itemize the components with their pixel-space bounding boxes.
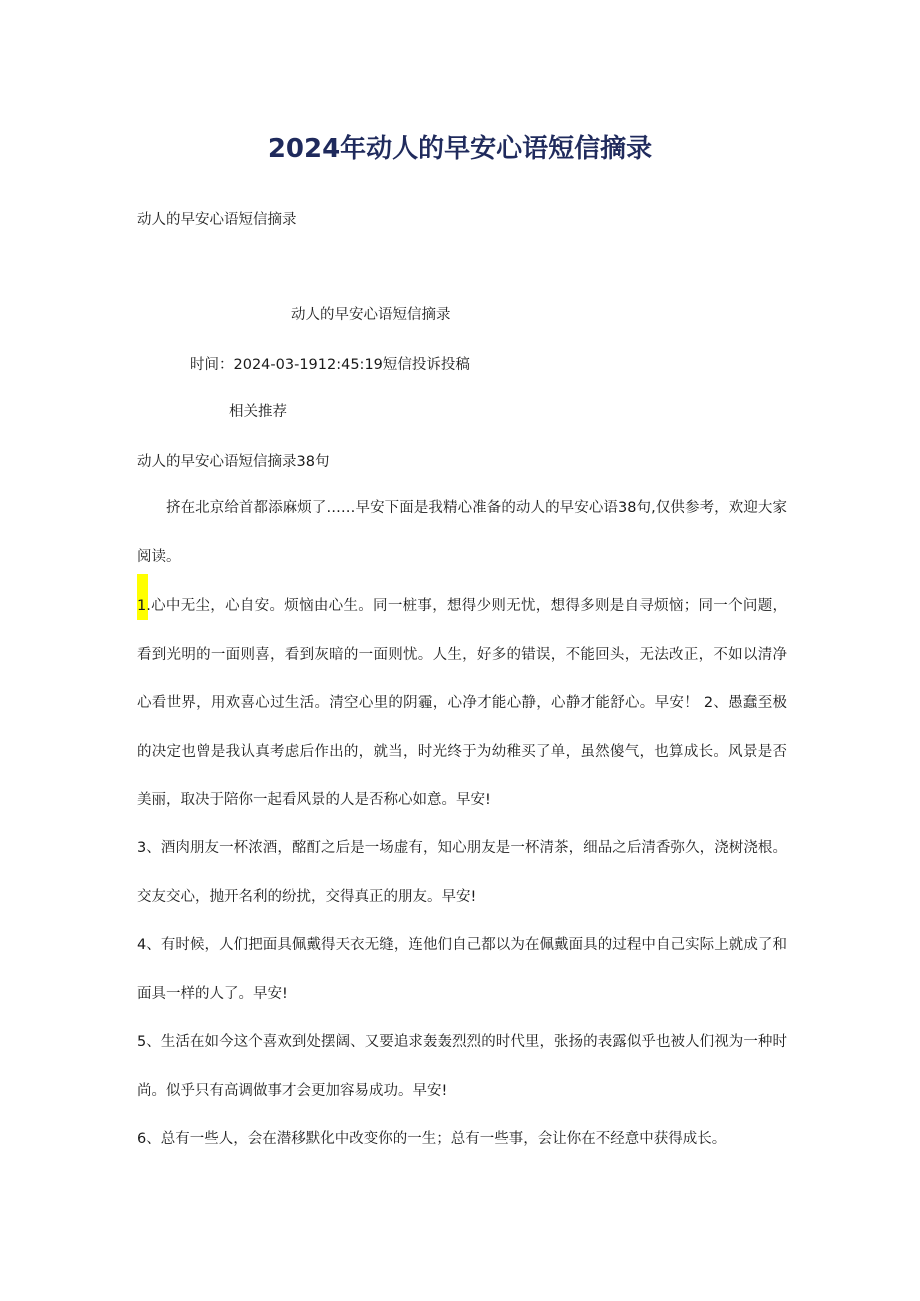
list-item-5: 5、生活在如今这个喜欢到处摆阔、又要追求轰轰烈烈的时代里，张扬的表露似乎也被人们视为一种时尚。似乎只有高调做事才会更加容易成功。早安! [137,1034,787,1099]
inner-title: 动人的早安心语短信摘录 [291,307,451,323]
related-label: 相关推荐 [229,404,287,420]
list-item-3: 3、酒肉朋友一杯浓酒，酩酊之后是一场虚有，知心朋友是一杯清茶，细品之后清香弥久，浇树浇根。交友交心，抛开名利的纷扰，交得真正的朋友。早安! [137,840,787,905]
list-item-6: 6、总有一些人，会在潜移默化中改变你的一生；总有一些事，会让你在不经意中获得成长。 [137,1131,727,1147]
list-item-1: 1.心中无尘，心自安。烦恼由心生。同一桩事，想得少则无忧，想得多则是自寻烦恼；同一个问题，看到光明的一面则喜，看到灰暗的一面则忧。人生，好多的错误，不能回头，无法改正，不如以清净心看世界，用欢喜心过生活。清空心里的阴霾，心净才能心静，心静才能舒心。早安！ 2、愚蠢至极的决定也曾是我认真考虑后作出的，就当，时光终于为幼稚买了单，虽然傻气，也算成长。风景是否美丽，取决于陪你一起看风景的人是否称心如意。早安! [137,598,787,808]
meta-line: 时间：2024-03-1912:45:19短信投诉投稿 [190,357,470,373]
intro-paragraph: 挤在北京给首都添麻烦了……早安下面是我精心准备的动人的早安心语38句,仅供参考，欢迎大家阅读。 [137,500,787,565]
document-subtitle: 动人的早安心语短信摘录 [137,212,297,228]
document-title: 2024年动人的早安心语短信摘录 [267,134,653,164]
list-item-4: 4、有时候，人们把面具佩戴得天衣无缝，连他们自己都以为在佩戴面具的过程中自己实际上就成了和面具一样的人了。早安! [137,937,787,1002]
section-heading: 动人的早安心语短信摘录38句 [137,454,330,470]
